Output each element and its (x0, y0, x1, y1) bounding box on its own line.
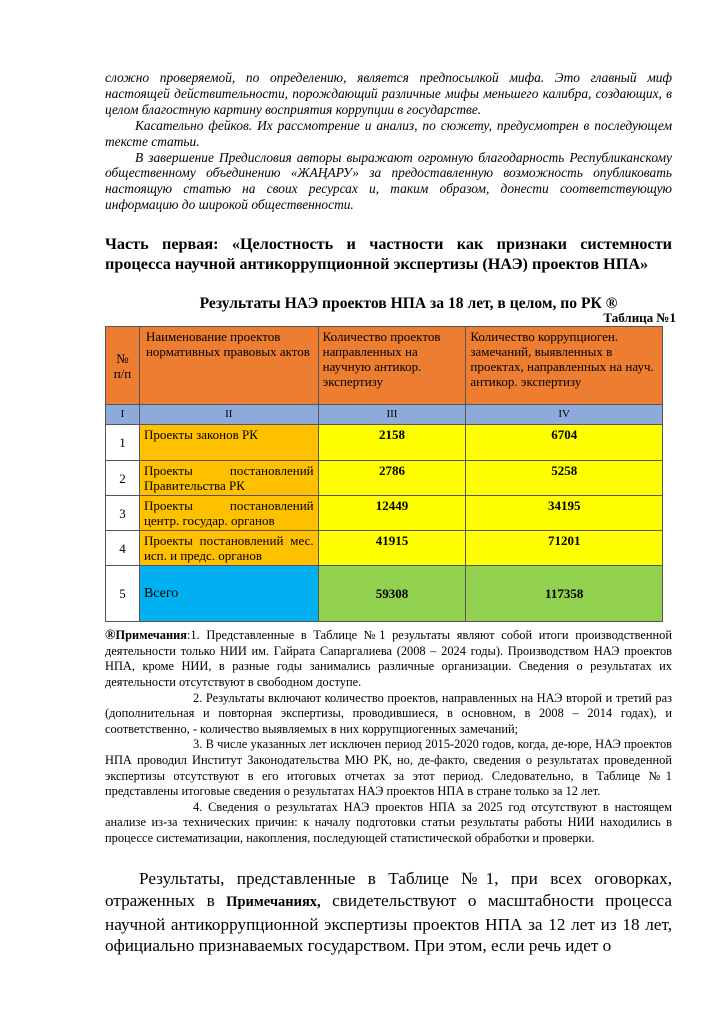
table-notes (105, 628, 672, 846)
row-name: Проекты постановлений центр. государ. органов (139, 496, 318, 531)
note-1-text: :1. Представленные в Таблице №1 результаты являют собой итоги производственной деятельности только НИИ им. Гайрата Сапаргалиева (2008 – 2024 годы). Производством НАЭ проектов НПА, кроме НИИ, в разные годы занимались различные организации. Сведения о результатах их деятельности отсутствуют в свободном доступе. (105, 628, 672, 689)
notes-mark: ® (105, 628, 116, 644)
body-text-start: Результаты, представленные в Таблице №1, при всех оговорках, отраженных в (105, 869, 672, 911)
row-count: 2786 (318, 461, 466, 496)
table-title: Результаты НАЭ проектов НПА за 18 лет, в целом, по РК ® (199, 295, 618, 313)
header-count: Количество проектов направленных на научную антикор. экспертизу (318, 327, 466, 405)
row-number: 4 (106, 531, 140, 566)
roman-cell: III (318, 405, 466, 425)
row-count: 41915 (318, 531, 466, 566)
part-heading: Часть первая: «Целостность и частности как признаки системности процесса научной антикоррупционной экспертизы (НАЭ) проектов НПА» (105, 235, 672, 274)
note-1 (105, 628, 672, 690)
intro-paragraph-3: В завершение Предисловия авторы выражают огромную благодарность Республиканскому общественному объединению «ЖАҢАРУ» за предоставленную возможность опубликовать настоящую статью на своих ресурсах и, таким образом, донести соответствующую информацию до широкой общественности. (105, 149, 672, 213)
row-name: Проекты законов РК (139, 425, 318, 461)
row-number: 1 (106, 425, 140, 461)
row-number: 2 (106, 461, 140, 496)
table-row (106, 425, 663, 461)
table-row (106, 496, 663, 531)
total-number: 5 (106, 566, 140, 622)
row-remarks: 6704 (466, 425, 663, 461)
roman-cell: II (139, 405, 318, 425)
table-row (106, 531, 663, 566)
intro-paragraph-1: сложно проверяемой, по определению, является предпосылкой мифа. Это главный миф настоящей действительности, порождающий различные мифы меньшего калибра, создающих, в целом благостную картину восприятия коррупции в государстве. (105, 70, 672, 117)
row-number: 3 (106, 496, 140, 531)
body-paragraph (105, 868, 672, 956)
intro-paragraph-2: Касательно фейков. Их рассмотрение и анализ, по сюжету, предусмотрен в последующем тексте статьи. (105, 117, 672, 149)
roman-cell: IV (466, 405, 663, 425)
body-text-end: свидетельствуют о масштабности процесса научной антикоррупционной экспертизы проектов НПА за 12 лет из 18 лет, официально признаваемых государством. При этом, если речь идет о (105, 891, 673, 956)
note-2: 2. Результаты включают количество проектов, направленных на НАЭ второй и третий раз (дополнительная и повторная экспертизы, проводившиеся, в основном, в 2008 – 2014 годах), и соответственно, - количество выявляемых в них коррупциогенных замечаний; (105, 690, 672, 736)
table-number: Таблица №1 (603, 310, 676, 326)
note-4: 4. Сведения о результатах НАЭ проектов НПА за 2025 год отсутствуют в настоящем анализе из-за технических причин: к началу подготовки статьи результаты работы НИИ находились в процессе систематизации, накопления, последующей статистической обработки и проверки. (105, 799, 672, 845)
table-total-row (106, 566, 663, 622)
row-remarks: 71201 (466, 531, 663, 566)
table-row (106, 461, 663, 496)
total-count: 59308 (318, 566, 466, 622)
header-num: № п/п (106, 327, 140, 405)
total-remarks: 117358 (466, 566, 663, 622)
notes-label: Примечания (115, 628, 187, 643)
row-remarks: 34195 (466, 496, 663, 531)
row-name: Проекты постановлений Правительства РК (139, 461, 318, 496)
results-table (105, 326, 663, 622)
row-remarks: 5258 (466, 461, 663, 496)
roman-numeral-row (106, 405, 663, 425)
document-page (105, 70, 676, 957)
roman-cell: I (106, 405, 140, 425)
body-bold-term: Примечаниях, (226, 894, 321, 911)
header-name: Наименование проектов нормативных правовых актов (139, 327, 318, 405)
total-label: Всего (139, 566, 318, 622)
row-count: 12449 (318, 496, 466, 531)
note-3: 3. В числе указанных лет исключен период 2015-2020 годов, когда, де-юре, НАЭ проектов НПА проводил Институт Законодательства МЮ РК, но, де-факто, сведения о результатах проведенной экспертизы отсутствуют в его итоговых отчетах за этот период. Следовательно, в Таблице №1 представлены итоговые сведения о результатах НАЭ проектов НПА в стране только за 12 лет. (105, 737, 672, 799)
row-name: Проекты постановлений мес. исп. и предс. органов (139, 531, 318, 566)
header-remarks: Количество коррупциоген. замечаний, выявленных в проектах, направленных на науч. антикор. экспертизу (466, 327, 663, 405)
table-header-row (106, 327, 663, 405)
row-count: 2158 (318, 425, 466, 461)
